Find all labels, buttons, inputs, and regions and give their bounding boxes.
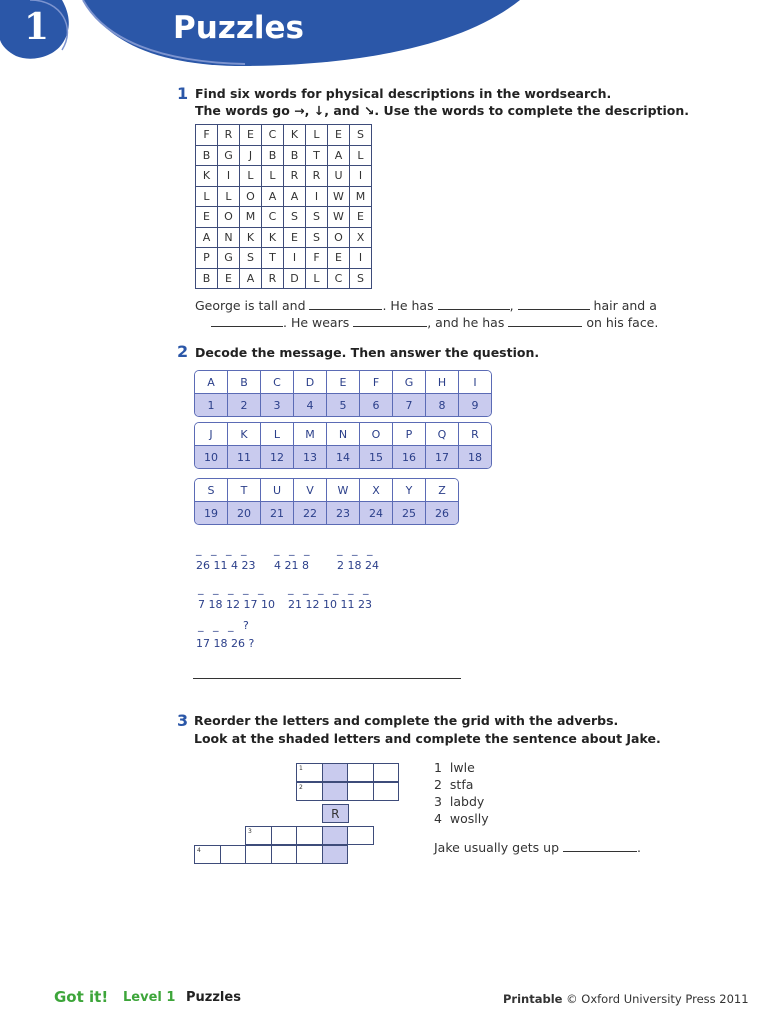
wordsearch-cell[interactable]: C (328, 268, 350, 289)
code-letter: U (261, 479, 294, 502)
wordsearch-cell[interactable]: K (196, 166, 218, 187)
answer-blank[interactable] (353, 314, 427, 327)
wordsearch-cell[interactable]: I (350, 248, 372, 269)
code-number: 19 (195, 502, 228, 525)
code-number: 22 (294, 502, 327, 525)
crossword-cell[interactable] (373, 782, 400, 801)
wordsearch-cell[interactable]: C (262, 125, 284, 146)
code-number: 7 (393, 394, 426, 417)
wordsearch-cell[interactable]: B (262, 145, 284, 166)
code-number: 8 (426, 394, 459, 417)
code-letter: Q (426, 423, 459, 446)
code-number: 1 (195, 394, 228, 417)
code-letter: H (426, 371, 459, 394)
message-dashes: _ _ _ _ _ _ (288, 582, 372, 595)
crossword-cell[interactable] (322, 763, 349, 782)
code-number: 23 (327, 502, 360, 525)
wordsearch-cell[interactable]: D (284, 268, 306, 289)
crossword-number: 2 (299, 784, 303, 791)
code-number: 14 (327, 446, 360, 469)
wordsearch-cell[interactable]: R (284, 166, 306, 187)
code-number: 18 (459, 446, 492, 469)
wordsearch-cell[interactable]: K (284, 125, 306, 146)
message-dashes: _ _ _ _ (196, 543, 250, 556)
wordsearch-cell[interactable]: S (240, 248, 262, 269)
crossword-number: 1 (299, 765, 303, 772)
wordsearch-cell[interactable]: P (196, 248, 218, 269)
code-number: 2 (228, 394, 261, 417)
code-letter: A (195, 371, 228, 394)
code-number: 5 (327, 394, 360, 417)
wordsearch-cell[interactable]: I (284, 248, 306, 269)
code-letter: R (459, 423, 492, 446)
wordsearch-grid (195, 124, 372, 289)
wordsearch-cell[interactable]: A (196, 227, 218, 248)
crossword-cell[interactable] (245, 826, 272, 845)
wordsearch-row (196, 125, 372, 146)
wordsearch-cell[interactable]: G (218, 145, 240, 166)
footer-printable: Printable (503, 992, 563, 1006)
wordsearch-cell[interactable]: E (218, 268, 240, 289)
code-letter: N (327, 423, 360, 446)
crossword-cell[interactable] (322, 845, 349, 864)
sentence-text: Jake usually gets up (434, 840, 560, 855)
code-table-row-3 (194, 478, 459, 525)
wordsearch-cell[interactable]: S (350, 125, 372, 146)
question-2-instruction: Decode the message. Then answer the question. (195, 345, 540, 360)
wordsearch-row (196, 166, 372, 187)
wordsearch-cell[interactable]: M (240, 207, 262, 228)
wordsearch-cell[interactable]: T (262, 248, 284, 269)
code-number: 11 (228, 446, 261, 469)
clue-text: woslly (449, 811, 489, 826)
code-table-row-1 (194, 370, 492, 417)
wordsearch-cell[interactable]: N (218, 227, 240, 248)
code-letter: D (294, 371, 327, 394)
crossword-cell[interactable] (271, 826, 298, 845)
code-letters-row (195, 371, 491, 394)
wordsearch-cell[interactable]: L (306, 268, 328, 289)
crossword-cell[interactable] (194, 845, 221, 864)
desc-text: on his face. (586, 315, 659, 330)
page-title: Puzzles (173, 10, 304, 46)
wordsearch-cell[interactable]: W (328, 186, 350, 207)
code-letters-row (195, 423, 491, 446)
footer-copyright (503, 992, 749, 1006)
crossword-cell[interactable] (296, 763, 323, 782)
answer-line[interactable] (193, 678, 461, 679)
clue-text: labdy (449, 794, 485, 809)
wordsearch-cell[interactable]: L (218, 186, 240, 207)
message-codes: 7 18 12 17 10 (198, 598, 275, 611)
wordsearch-cell[interactable]: O (328, 227, 350, 248)
message-dashes: _ _ _ _ _ (198, 582, 267, 595)
crossword-cell[interactable] (347, 763, 374, 782)
code-letter: T (228, 479, 261, 502)
wordsearch-cell[interactable]: E (328, 125, 350, 146)
wordsearch-cell[interactable]: W (328, 207, 350, 228)
code-letter: V (294, 479, 327, 502)
code-number: 17 (426, 446, 459, 469)
wordsearch-cell[interactable]: S (350, 268, 372, 289)
wordsearch-cell[interactable]: L (196, 186, 218, 207)
wordsearch-cell[interactable]: E (350, 207, 372, 228)
wordsearch-cell[interactable]: M (350, 186, 372, 207)
message-codes: 4 21 8 (274, 559, 309, 572)
wordsearch-cell[interactable]: E (240, 125, 262, 146)
clue-number: 3 (434, 794, 442, 809)
code-letter: X (360, 479, 393, 502)
wordsearch-cell[interactable]: R (218, 125, 240, 146)
message-codes: 21 12 10 11 23 (288, 598, 372, 611)
wordsearch-cell[interactable]: G (218, 248, 240, 269)
jake-sentence (434, 839, 641, 855)
code-number: 21 (261, 502, 294, 525)
wordsearch-cell[interactable]: L (240, 166, 262, 187)
wordsearch-cell[interactable]: R (262, 268, 284, 289)
answer-blank[interactable] (518, 297, 590, 310)
crossword-cell[interactable] (271, 845, 298, 864)
question-1-number: 1 (177, 84, 189, 103)
code-table-row-2 (194, 422, 492, 469)
crossword-cell[interactable] (347, 782, 374, 801)
crossword-cell[interactable] (322, 782, 349, 801)
crossword-cell[interactable] (296, 826, 323, 845)
clue-4 (434, 811, 489, 826)
code-number: 13 (294, 446, 327, 469)
wordsearch-row (196, 248, 372, 269)
footer-section: Puzzles (186, 990, 241, 1005)
wordsearch-cell[interactable]: X (350, 227, 372, 248)
brand-logo: Got it! (54, 988, 109, 1006)
code-letter: B (228, 371, 261, 394)
code-letter: Y (393, 479, 426, 502)
answer-blank[interactable] (438, 297, 510, 310)
clue-number: 4 (434, 811, 442, 826)
code-letter: K (228, 423, 261, 446)
code-letter: Z (426, 479, 459, 502)
code-number: 10 (195, 446, 228, 469)
crossword-number: 3 (248, 828, 252, 835)
code-numbers-row (195, 502, 458, 525)
wordsearch-cell[interactable]: L (262, 166, 284, 187)
wordsearch-cell[interactable]: I (350, 166, 372, 187)
code-number: 4 (294, 394, 327, 417)
wordsearch-row (196, 207, 372, 228)
wordsearch-cell[interactable]: B (196, 145, 218, 166)
sentence-end: . (637, 840, 641, 855)
code-number: 15 (360, 446, 393, 469)
wordsearch-cell[interactable]: E (328, 248, 350, 269)
crossword-given-cell[interactable] (322, 804, 349, 823)
code-letter: I (459, 371, 492, 394)
question-3-number: 3 (177, 711, 189, 730)
clue-1 (434, 760, 475, 775)
answer-blank[interactable] (309, 297, 382, 310)
crossword-cell[interactable] (296, 845, 323, 864)
code-letter: P (393, 423, 426, 446)
wordsearch-cell[interactable]: F (306, 248, 328, 269)
code-number: 24 (360, 502, 393, 525)
desc-text: . He wears (283, 315, 350, 330)
desc-text: George is tall and (195, 298, 306, 313)
code-numbers-row (195, 394, 491, 417)
clue-2 (434, 777, 473, 792)
wordsearch-cell[interactable]: B (196, 268, 218, 289)
clue-number: 1 (434, 760, 442, 775)
question-1-line2: The words go →, ↓, and ↘. Use the words to complete the description. (195, 103, 690, 118)
crossword-cell[interactable] (322, 826, 349, 845)
description-line-1 (195, 297, 657, 313)
desc-text: hair and a (593, 298, 657, 313)
code-number: 3 (261, 394, 294, 417)
answer-blank[interactable] (211, 314, 283, 327)
answer-blank[interactable] (508, 314, 582, 327)
message-codes: 2 18 24 (337, 559, 379, 572)
wordsearch-cell[interactable]: S (306, 207, 328, 228)
message-dashes: _ _ _ (337, 543, 376, 556)
code-letter: F (360, 371, 393, 394)
wordsearch-row (196, 186, 372, 207)
code-number: 16 (393, 446, 426, 469)
footer-copyright-text: © Oxford University Press 2011 (566, 992, 749, 1006)
crossword-number: 4 (197, 847, 201, 854)
wordsearch-cell[interactable]: K (240, 227, 262, 248)
wordsearch-cell[interactable]: J (240, 145, 262, 166)
wordsearch-cell[interactable]: B (284, 145, 306, 166)
message-dashes: _ _ _ ? (198, 619, 252, 632)
wordsearch-cell[interactable]: E (196, 207, 218, 228)
code-number: 6 (360, 394, 393, 417)
crossword-cell[interactable] (296, 782, 323, 801)
wordsearch-cell[interactable]: E (284, 227, 306, 248)
code-number: 20 (228, 502, 261, 525)
code-letter: O (360, 423, 393, 446)
crossword-cell[interactable] (220, 845, 247, 864)
code-letter: W (327, 479, 360, 502)
crossword-cell[interactable] (347, 826, 374, 845)
wordsearch-cell[interactable]: S (284, 207, 306, 228)
wordsearch-cell[interactable]: F (196, 125, 218, 146)
wordsearch-cell[interactable]: O (240, 186, 262, 207)
footer-level: Level 1 (123, 990, 176, 1005)
code-letter: S (195, 479, 228, 502)
wordsearch-cell[interactable]: A (240, 268, 262, 289)
crossword-given-letter: R (331, 807, 340, 821)
message-codes: 17 18 26 ? (196, 637, 255, 650)
code-letter: G (393, 371, 426, 394)
clue-3 (434, 794, 484, 809)
wordsearch-cell[interactable]: A (328, 145, 350, 166)
wordsearch-cell[interactable]: I (218, 166, 240, 187)
description-line-2 (211, 314, 658, 330)
desc-text: , and he has (427, 315, 505, 330)
code-letter: E (327, 371, 360, 394)
clue-text: lwle (449, 760, 475, 775)
question-3-line2: Look at the shaded letters and complete the sentence about Jake. (194, 731, 661, 746)
wordsearch-cell[interactable]: C (262, 207, 284, 228)
code-number: 26 (426, 502, 459, 525)
code-numbers-row (195, 446, 491, 469)
code-number: 12 (261, 446, 294, 469)
code-letters-row (195, 479, 458, 502)
unit-number: 1 (24, 6, 50, 48)
wordsearch-cell[interactable]: S (306, 227, 328, 248)
code-number: 9 (459, 394, 492, 417)
message-codes: 26 11 4 23 (196, 559, 256, 572)
wordsearch-cell[interactable]: I (306, 186, 328, 207)
wordsearch-cell[interactable]: O (218, 207, 240, 228)
wordsearch-cell[interactable]: T (306, 145, 328, 166)
crossword-cell[interactable] (245, 845, 272, 864)
clue-text: stfa (449, 777, 474, 792)
answer-blank[interactable] (563, 839, 637, 852)
clue-number: 2 (434, 777, 442, 792)
wordsearch-row (196, 227, 372, 248)
code-letter: L (261, 423, 294, 446)
wordsearch-cell[interactable]: L (350, 145, 372, 166)
code-letter: M (294, 423, 327, 446)
question-1-line1: Find six words for physical descriptions in the wordsearch. (195, 86, 612, 101)
wordsearch-cell[interactable]: A (284, 186, 306, 207)
header-banner (0, 0, 768, 90)
wordsearch-cell[interactable]: R (306, 166, 328, 187)
code-letter: C (261, 371, 294, 394)
wordsearch-row (196, 268, 372, 289)
wordsearch-cell[interactable]: L (306, 125, 328, 146)
question-3-line1: Reorder the letters and complete the grid with the adverbs. (194, 713, 619, 728)
crossword-cell[interactable] (373, 763, 400, 782)
question-2-number: 2 (177, 342, 189, 361)
code-letter: J (195, 423, 228, 446)
wordsearch-cell[interactable]: U (328, 166, 350, 187)
message-dashes: _ _ _ (274, 543, 313, 556)
wordsearch-cell[interactable]: A (262, 186, 284, 207)
desc-text: , (509, 298, 514, 313)
wordsearch-row (196, 145, 372, 166)
wordsearch-cell[interactable]: K (262, 227, 284, 248)
code-number: 25 (393, 502, 426, 525)
desc-text: . He has (382, 298, 434, 313)
